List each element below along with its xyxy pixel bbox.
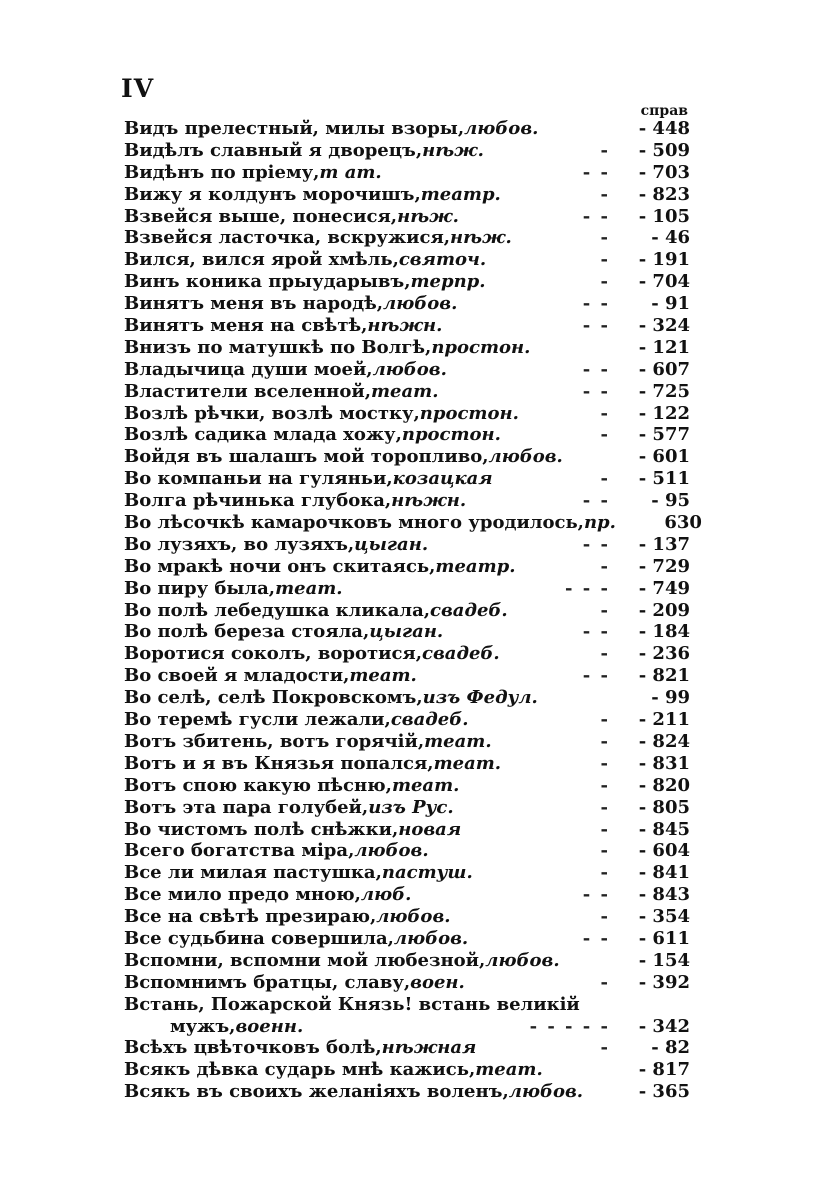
- entry-leader: -: [600, 468, 610, 490]
- entry-genre: пастуш.: [381, 862, 473, 884]
- entry-title: Во селѣ, селѣ Покровскомъ: [124, 687, 417, 709]
- entry-page: - 704: [638, 271, 690, 293]
- entry-page: - 91: [651, 293, 690, 315]
- index-entry: Во компаньи на гуляньи , козацкая - - 511: [124, 468, 690, 490]
- index-entry: Все мило предо мною , люб. - - - 843: [124, 884, 690, 906]
- entry-page: - 831: [638, 752, 690, 774]
- entry-leader: -: [600, 424, 610, 446]
- entry-page: - 821: [638, 665, 690, 687]
- entry-page: - 137: [638, 533, 690, 555]
- entry-leader: -: [600, 796, 610, 818]
- entry-genre: цыган.: [354, 533, 429, 555]
- entry-title: Вотъ спою какую пѣсню: [124, 774, 386, 796]
- entry-genre: нѣж.: [397, 205, 459, 227]
- entry-genre: цыган.: [369, 621, 444, 643]
- entry-title: Во пиру была: [124, 577, 269, 599]
- entry-page: - 601: [638, 446, 690, 468]
- entry-genre: теат.: [424, 730, 492, 752]
- entry-genre: теат.: [275, 577, 343, 599]
- entry-page: - 342: [638, 1015, 690, 1037]
- entry-title: Вился, вился ярой хмѣль: [124, 249, 393, 271]
- entry-title: Во мракѣ ночи онъ скитаясь: [124, 555, 430, 577]
- index-entries: [124, 118, 702, 1103]
- entry-title: мужъ: [170, 1015, 230, 1037]
- entry-genre: теат.: [433, 752, 502, 774]
- entry-genre: теат.: [371, 380, 439, 402]
- entry-genre: военн.: [235, 1015, 304, 1037]
- entry-page: - 365: [638, 1081, 690, 1103]
- entry-page: - 577: [638, 424, 690, 446]
- entry-page: - 841: [638, 862, 690, 884]
- entry-title: Видѣнъ по пріему: [124, 161, 314, 183]
- index-entry: Воротися соколъ, воротися , свадеб. - - 236: [124, 643, 690, 665]
- entry-page: 630: [664, 512, 702, 534]
- entry-genre: любов.: [393, 927, 469, 949]
- entry-genre: изъ Рус.: [368, 796, 454, 818]
- entry-leader: -: [600, 730, 610, 752]
- entry-leader: - -: [582, 490, 610, 512]
- entry-leader: -: [600, 906, 610, 928]
- index-entry: Всѣхъ цвѣточковъ болѣ , нѣжная - - 82: [124, 1037, 690, 1059]
- entry-page: - 823: [638, 183, 690, 205]
- index-entry: Во полѣ береза стояла , цыган. - - - 184: [124, 621, 690, 643]
- entry-page: - 154: [638, 949, 690, 971]
- entry-genre: теат.: [349, 665, 417, 687]
- index-entry: Взвейся выше, понесися , нѣж. - - - 105: [124, 205, 690, 227]
- entry-page: - 817: [638, 1059, 690, 1081]
- entry-title: Винъ коника прыударывъ: [124, 271, 405, 293]
- entry-title: Во компаньи на гуляньи: [124, 468, 387, 490]
- entry-title: Все мило предо мною: [124, 884, 355, 906]
- entry-genre: любов.: [488, 446, 563, 468]
- entry-genre: любов.: [383, 293, 458, 315]
- entry-genre: козацкая: [392, 468, 493, 490]
- entry-genre: любов.: [485, 949, 560, 971]
- entry-genre: пр.: [583, 512, 616, 534]
- entry-genre: любов.: [376, 906, 451, 928]
- index-entry: Все ли милая пастушка , пастуш. - - 841: [124, 862, 690, 884]
- entry-page: - 749: [638, 577, 690, 599]
- entry-leader: -: [600, 402, 610, 424]
- index-entry: Все на свѣтѣ презираю , любов. - - 354: [124, 906, 690, 928]
- entry-page: - 805: [638, 796, 690, 818]
- entry-title: Встань, Пожарской Князь! встань великій: [124, 993, 580, 1015]
- index-entry: Во теремѣ гусли лежали , свадеб. - - 211: [124, 709, 690, 731]
- entry-page: - 122: [638, 402, 690, 424]
- entry-title: Во лѣсочкѣ камарочковъ много уродилось: [124, 512, 578, 534]
- entry-page: - 354: [638, 906, 690, 928]
- entry-title: Вижу я колдунъ морочишъ: [124, 183, 415, 205]
- entry-page: - 845: [638, 818, 690, 840]
- index-entry: Вотъ спою какую пѣсню , теат. - - 820: [124, 774, 690, 796]
- entry-genre: изъ Федул.: [422, 687, 538, 709]
- entry-page: - 448: [638, 118, 690, 139]
- entry-leader: -: [600, 555, 610, 577]
- entry-page: - 46: [651, 227, 690, 249]
- index-entry: Владычица души моей , любов. - - - 607: [124, 358, 690, 380]
- entry-leader: -: [600, 774, 610, 796]
- entry-title: Возлѣ рѣчки, возлѣ мостку: [124, 402, 414, 424]
- entry-genre: любов.: [508, 1081, 584, 1103]
- index-entry: Всего богатства міра , любов. - - 604: [124, 840, 690, 862]
- index-entry: Во пиру была , теат. - - - - 749: [124, 577, 690, 599]
- entry-title: Во полѣ лебедушка кликала: [124, 599, 424, 621]
- entry-page: - 324: [638, 315, 690, 337]
- index-entry: Все судьбина совершила , любов. - - - 611: [124, 927, 690, 949]
- entry-leader: -: [600, 1037, 610, 1059]
- entry-title: Владычица души моей: [124, 358, 367, 380]
- index-entry: Возлѣ садика млада хожу , простон. - - 577: [124, 424, 690, 446]
- entry-leader: -: [600, 643, 610, 665]
- index-entry: Вился, вился ярой хмѣль , святоч. - - 191: [124, 249, 690, 271]
- entry-leader: -: [600, 139, 610, 161]
- index-entry: Вижу я колдунъ морочишъ , театр. - - 823: [124, 183, 690, 205]
- page-number: IV: [121, 74, 155, 103]
- entry-leader: - -: [582, 380, 610, 402]
- index-entry: Винятъ меня на свѣтѣ , нѣжн. - - - 324: [124, 315, 690, 337]
- entry-genre: нѣж.: [450, 227, 512, 249]
- entry-leader: -: [600, 709, 610, 731]
- index-entry: Во лузяхъ, во лузяхъ , цыган. - - - 137: [124, 533, 690, 555]
- index-entry: Во своей я младости , теат. - - - 821: [124, 665, 690, 687]
- index-entry: Вспомни, вспомни мой любезной , любов. - 154: [124, 949, 690, 971]
- page-column-header: справ: [640, 103, 688, 119]
- entry-title: Все на свѣтѣ презираю: [124, 906, 370, 928]
- index-entry: [124, 994, 690, 1016]
- entry-title: Видъ прелестный, милы взоры: [124, 118, 458, 139]
- entry-page: - 511: [638, 468, 690, 490]
- entry-leader: - -: [582, 533, 610, 555]
- entry-page: - 236: [638, 643, 690, 665]
- entry-leader: - -: [582, 358, 610, 380]
- entry-page: - 392: [638, 971, 690, 993]
- index-entry: Вотъ збитень, вотъ горячій , теат. - - 824: [124, 730, 690, 752]
- entry-genre: любов.: [372, 358, 447, 380]
- entry-page: - 82: [651, 1037, 690, 1059]
- index-entry: Вотъ и я въ Князья попался , теат. - - 831: [124, 752, 690, 774]
- entry-title: Всякъ дѣвка сударь мнѣ кажись: [124, 1059, 469, 1081]
- index-entry: Властители вселенной , теат. - - - 725: [124, 380, 690, 402]
- entry-title: Во чистомъ полѣ снѣжки: [124, 818, 392, 840]
- entry-page: - 729: [638, 555, 690, 577]
- entry-page: - 99: [651, 687, 690, 709]
- entry-leader: - -: [582, 205, 610, 227]
- entry-page: - 105: [638, 205, 690, 227]
- entry-title: Во лузяхъ, во лузяхъ: [124, 533, 348, 555]
- entry-page: - 604: [638, 840, 690, 862]
- entry-leader: -: [600, 818, 610, 840]
- entry-leader: - -: [582, 621, 610, 643]
- entry-title: Вотъ и я въ Князья попался: [124, 752, 428, 774]
- entry-page: - 820: [638, 774, 690, 796]
- entry-page: - 703: [638, 161, 690, 183]
- entry-title: Внизъ по матушкѣ по Волгѣ: [124, 336, 426, 358]
- entry-leader: -: [600, 227, 610, 249]
- entry-title: Все судьбина совершила: [124, 927, 388, 949]
- entry-leader: - - -: [565, 577, 610, 599]
- entry-genre: любов.: [354, 840, 429, 862]
- index-entry: Вспомнимъ братцы, славу , воен. - - 392: [124, 971, 690, 993]
- index-entry: Видѣнъ по пріему , т ат. - - - 703: [124, 161, 690, 183]
- entry-title: Вотъ збитень, вотъ горячій: [124, 730, 418, 752]
- entry-leader: - -: [582, 884, 610, 906]
- entry-title: Взвейся ласточка, вскружися: [124, 227, 444, 249]
- entry-genre: театр.: [435, 555, 516, 577]
- entry-genre: новая: [398, 818, 462, 840]
- index-entry: Взвейся ласточка, вскружися , нѣж. - - 46: [124, 227, 690, 249]
- entry-page: - 191: [638, 249, 690, 271]
- entry-genre: люб.: [360, 884, 412, 906]
- entry-genre: простон.: [419, 402, 519, 424]
- entry-title: Волга рѣчинька глубока: [124, 490, 385, 512]
- entry-page: - 607: [638, 358, 690, 380]
- entry-title: Вспомнимъ братцы, славу: [124, 971, 404, 993]
- entry-title: Возлѣ садика млада хожу: [124, 424, 396, 446]
- entry-page: - 725: [638, 380, 690, 402]
- entry-leader: -: [600, 599, 610, 621]
- entry-genre: воен.: [410, 971, 465, 993]
- entry-leader: -: [600, 249, 610, 271]
- entry-page: - 509: [638, 139, 690, 161]
- entry-title: Все ли милая пастушка: [124, 862, 376, 884]
- entry-genre: театр.: [420, 183, 501, 205]
- entry-genre: свадеб.: [390, 709, 469, 731]
- entry-genre: любов.: [464, 118, 539, 139]
- entry-title: Вотъ эта пара голубей: [124, 796, 362, 818]
- index-entry: Во селѣ, селѣ Покровскомъ , изъ Федул. - 99: [124, 687, 690, 709]
- index-entry: Видѣлъ славный я дворецъ , нѣж. - - 509: [124, 139, 690, 161]
- entry-title: Во теремѣ гусли лежали: [124, 709, 385, 731]
- index-entry: Войдя въ шалашъ мой торопливо , любов. - 601: [124, 446, 690, 468]
- entry-genre: нѣжн.: [367, 315, 443, 337]
- entry-page: - 211: [638, 709, 690, 731]
- entry-genre: простон.: [431, 336, 531, 358]
- index-entry: Возлѣ рѣчки, возлѣ мостку , простон. - - 122: [124, 402, 690, 424]
- entry-page: - 95: [651, 490, 690, 512]
- entry-title: Видѣлъ славный я дворецъ: [124, 139, 416, 161]
- entry-leader: - -: [582, 927, 610, 949]
- entry-page: - 843: [638, 884, 690, 906]
- index-entry: Волга рѣчинька глубока , нѣжн. - - - 95: [124, 490, 690, 512]
- entry-leader: - -: [582, 293, 610, 315]
- entry-genre: теат.: [391, 774, 460, 796]
- entry-title: Войдя въ шалашъ мой торопливо: [124, 446, 483, 468]
- entry-leader: -: [600, 862, 610, 884]
- entry-page: - 184: [638, 621, 690, 643]
- entry-leader: -: [600, 271, 610, 293]
- index-entry: Внизъ по матушкѣ по Волгѣ , простон. - 121: [124, 336, 690, 358]
- entry-genre: т ат.: [319, 161, 382, 183]
- index-entry: Во полѣ лебедушка кликала , свадеб. - - 209: [124, 599, 690, 621]
- entry-genre: нѣжн.: [391, 490, 467, 512]
- entry-genre: святоч.: [398, 249, 487, 271]
- index-entry: мужъ , военн. - - - - - - 342: [170, 1015, 690, 1037]
- entry-title: Всякъ въ своихъ желаніяхъ воленъ: [124, 1081, 503, 1103]
- entry-title: Во полѣ береза стояла: [124, 621, 363, 643]
- entry-genre: теат.: [475, 1059, 543, 1081]
- entry-title: Взвейся выше, понесися: [124, 205, 391, 227]
- entry-title: Во своей я младости: [124, 665, 344, 687]
- index-entry: Винятъ меня въ народѣ , любов. - - - 91: [124, 293, 690, 315]
- entry-genre: нѣжная: [381, 1037, 477, 1059]
- entry-page: - 611: [638, 927, 690, 949]
- index-entry: Винъ коника прыударывъ , терпр. - - 704: [124, 271, 690, 293]
- entry-page: - 824: [638, 730, 690, 752]
- entry-title: Винятъ меня на свѣтѣ: [124, 315, 362, 337]
- entry-leader: -: [600, 752, 610, 774]
- entry-genre: простон.: [401, 424, 501, 446]
- index-entry: Видъ прелестный, милы взоры , любов. - 448: [124, 118, 690, 139]
- entry-title: Вспомни, вспомни мой любезной: [124, 949, 480, 971]
- entry-leader: - -: [582, 315, 610, 337]
- entry-genre: нѣж.: [422, 139, 484, 161]
- entry-leader: - - - - -: [529, 1015, 610, 1037]
- entry-title: Властители вселенной: [124, 380, 365, 402]
- index-entry: Вотъ эта пара голубей , изъ Рус. - - 805: [124, 796, 690, 818]
- entry-leader: - -: [582, 161, 610, 183]
- entry-genre: свадеб.: [430, 599, 508, 621]
- entry-leader: -: [600, 183, 610, 205]
- entry-genre: терпр.: [410, 271, 486, 293]
- index-entry: Во лѣсочкѣ камарочковъ много уродилось , пр. 630: [124, 512, 702, 534]
- entry-title: Всѣхъ цвѣточковъ болѣ: [124, 1037, 376, 1059]
- entry-title: Воротися соколъ, воротися: [124, 643, 416, 665]
- entry-genre: свадеб.: [422, 643, 500, 665]
- index-entry: Всякъ дѣвка сударь мнѣ кажись , теат. - 817: [124, 1059, 690, 1081]
- entry-title: Винятъ меня въ народѣ: [124, 293, 377, 315]
- entry-page: - 121: [638, 336, 690, 358]
- index-entry: Во чистомъ полѣ снѣжки , новая - - 845: [124, 818, 690, 840]
- index-entry: Во мракѣ ночи онъ скитаясь , театр. - - 729: [124, 555, 690, 577]
- entry-title: Всего богатства міра: [124, 840, 349, 862]
- entry-page: - 209: [638, 599, 690, 621]
- entry-leader: -: [600, 971, 610, 993]
- entry-leader: -: [600, 840, 610, 862]
- entry-leader: - -: [582, 665, 610, 687]
- index-entry: Всякъ въ своихъ желаніяхъ воленъ , любов. - 365: [124, 1081, 690, 1103]
